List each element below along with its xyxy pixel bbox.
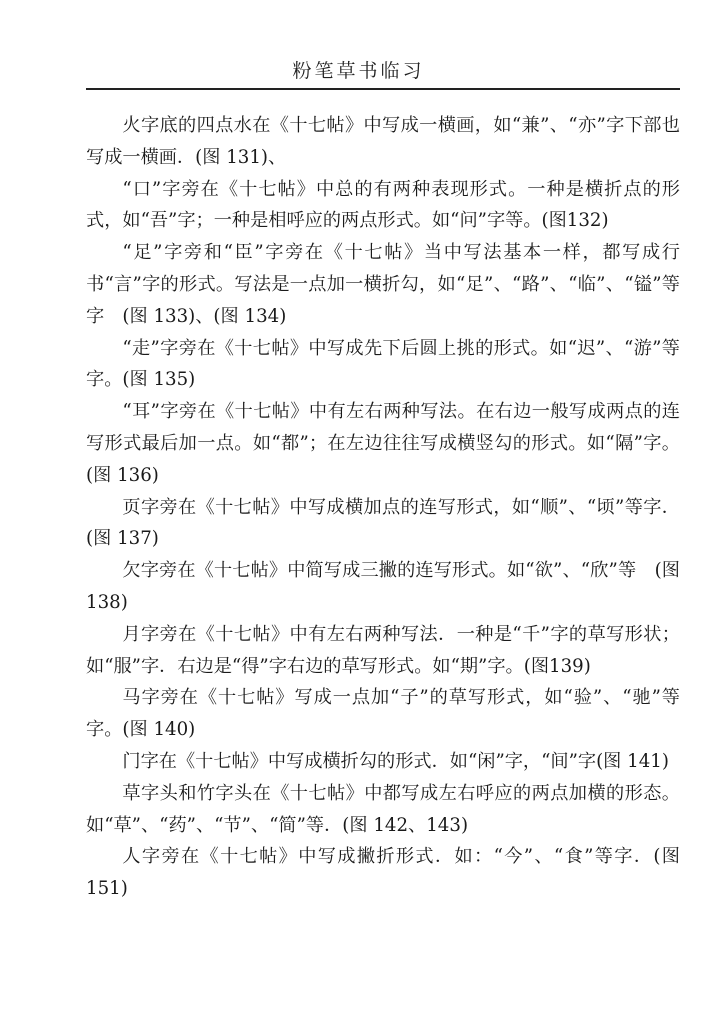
paragraph-foot-radical: “足”字旁和“臣”字旁在《十七帖》当中写法基本一样，都写成行书“言”字的形式。写法是一点加一横折勾，如“足”、“路”、“临”、“镒”等字 (图 133)、(图 134)	[86, 242, 680, 327]
running-header-title: 粉笔草书临习	[292, 60, 425, 82]
body-text	[86, 110, 680, 905]
paragraph-fire-radical: 火字底的四点水在《十七帖》中写成一横画，如“兼”、“亦”字下部也写成一横画．(图 131)、	[86, 115, 680, 168]
paragraph-page-radical: 页字旁在《十七帖》中写成横加点的连写形式，如“顺”、“顷”等字．(图 137)	[86, 496, 680, 550]
paragraph-horse-radical: 马字旁在《十七帖》写成一点加“子”的草写形式，如“验”、“驰”等字。(图 140)	[86, 687, 680, 741]
paragraph-walk-radical: “走”字旁在《十七帖》中写成先下后圆上挑的形式。如“迟”、“游”等字。(图 135)	[86, 337, 680, 391]
paragraph-person-radical: 人字旁在《十七帖》中写成撇折形式．如：“今”、“食”等字．(图151)	[86, 846, 680, 900]
paragraph-door-radical: 门字在《十七帖》中写成横折勾的形式．如“闲”字，“间”字(图 141)	[122, 750, 669, 772]
paragraph-mouth-radical: “口”字旁在《十七帖》中总的有两种表现形式。一种是横折点的形式，如“吾”字；一种是相呼应的两点形式。如“问”字等。(图132)	[86, 178, 680, 232]
header-rule	[86, 88, 680, 90]
paragraph-owe-radical: 欠字旁在《十七帖》中简写成三撇的连写形式。如“欲”、“欣”等 (图 138)	[86, 560, 680, 613]
paragraph-moon-radical: 月字旁在《十七帖》中有左右两种写法．一种是“千”字的草写形状；如“服”字．右边是“得”字右边的草写形式。如“期”字。(图139)	[86, 623, 680, 677]
paragraph-grass-bamboo-radical: 草字头和竹字头在《十七帖》中都写成左右呼应的两点加横的形态。如“草”、“药”、“节”、“简”等．(图 142、143)	[86, 782, 680, 836]
paragraph-ear-radical: “耳”字旁在《十七帖》中有左右两种写法。在右边一般写成两点的连写形式最后加一点。如“都”；在左边往往写成横竖勾的形式。如“隔”字。(图 136)	[86, 401, 680, 486]
